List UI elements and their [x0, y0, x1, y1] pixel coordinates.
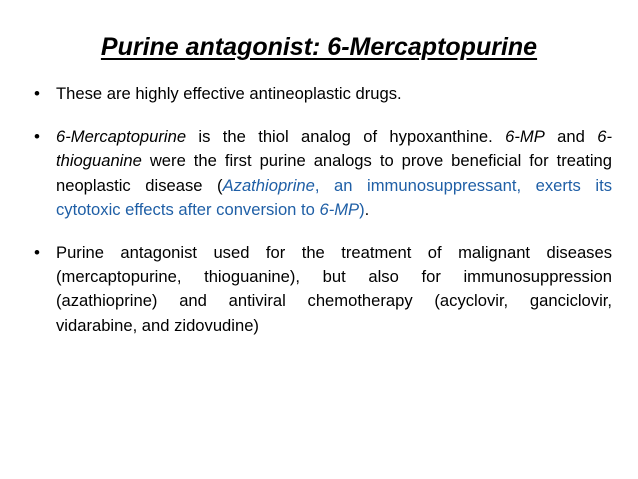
- drug-abbrev: 6-MP: [505, 127, 545, 147]
- drug-name: 6-Mercaptopurine: [56, 127, 187, 147]
- text-span: and: [544, 127, 598, 147]
- bullet-text: Purine antagonist used for the treatment of malignant diseases (mercaptopurine, thioguanine), but also for immunosuppression (azathioprine) and antiviral chemotherapy (acyclovir, ganciclovir, vidarabine, and zidovudine): [56, 243, 612, 335]
- bullet-list: [34, 82, 612, 357]
- bullet-icon: •: [34, 127, 40, 147]
- bullet-icon: •: [34, 243, 40, 263]
- drug-abbrev: 6-MP: [319, 199, 360, 219]
- text-span: .: [364, 199, 370, 219]
- bullet-text: [56, 125, 612, 222]
- slide-title-text: Purine antagonist: 6-Mercaptopurine: [100, 33, 538, 61]
- text-span: , an immunosuppressant, exerts its cytotoxic effects after conversion to: [56, 175, 612, 219]
- bullet-item: [34, 82, 612, 106]
- bullet-icon: •: [34, 84, 40, 103]
- text-span: were the first purine analogs to prove beneficial for treating neoplastic disease (: [56, 151, 612, 195]
- text-span: is the thiol analog of hypoxanthine.: [186, 127, 506, 147]
- bullet-item: [34, 125, 612, 222]
- drug-name: Azathioprine: [222, 175, 315, 195]
- slide-title: [0, 33, 638, 62]
- text-span: ): [359, 199, 365, 219]
- bullet-text: These are highly effective antineoplastic drugs.: [56, 84, 402, 103]
- drug-name: 6-thioguanine: [56, 127, 612, 171]
- bullet-item: [34, 241, 612, 338]
